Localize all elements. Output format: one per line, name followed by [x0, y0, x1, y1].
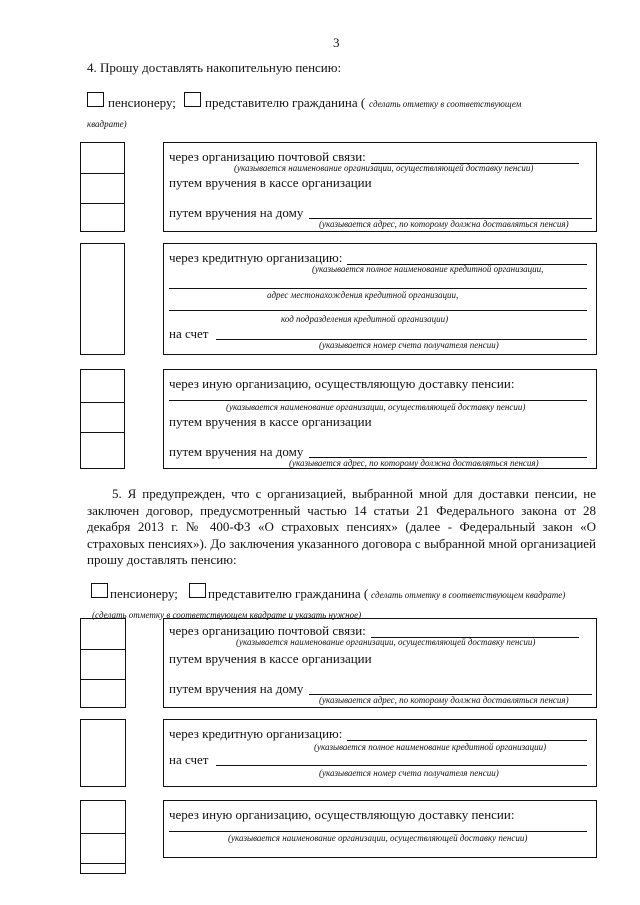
- credit-address-field[interactable]: [169, 288, 587, 289]
- s5-post-hint: (указывается наименование организации, осуществляющей доставку пенсии): [236, 637, 536, 647]
- s5-credit-option-panel: [163, 719, 597, 787]
- other-checkbox-column: [80, 369, 125, 469]
- other-hint: (указывается наименование организации, осуществляющей доставку пенсии): [226, 402, 526, 412]
- post-hint: (указывается наименование организации, осуществляющей доставку пенсии): [234, 163, 534, 173]
- credit-code-hint: код подразделения кредитной организации): [281, 314, 449, 324]
- s5-checkbox-note: сделать отметку в соответствующем квадрате): [371, 590, 566, 600]
- pensioner-label: пенсионеру;: [108, 95, 176, 110]
- s5-post-cash-option: путем вручения в кассе организации: [169, 651, 372, 666]
- post-option-panel: [163, 142, 597, 232]
- s5-other-label: через иную организацию, осуществляющую доставку пенсии:: [169, 807, 515, 822]
- other-option-panel: [163, 369, 597, 469]
- representative-label: представителю гражданина (: [205, 95, 366, 110]
- s5-post-option-panel: [163, 618, 597, 708]
- s5-credit-label: через кредитную организацию:: [169, 726, 343, 741]
- s5-credit-account-field[interactable]: [216, 765, 587, 766]
- post-cash-option: путем вручения в кассе организации: [169, 175, 372, 190]
- s5-credit-account-hint: (указывается номер счета получателя пенсии): [319, 768, 499, 778]
- checkbox-note-cont: квадрате): [87, 119, 127, 129]
- s5-other-hint: (указывается наименование организации, осуществляющей доставку пенсии): [228, 833, 528, 843]
- credit-code-field[interactable]: [169, 310, 587, 311]
- s5-checkbox-note-2: (сделать отметку в соответствующем квадрате и указать нужное): [92, 610, 362, 620]
- s5-representative-label: представителю гражданина (: [208, 586, 369, 601]
- section-4-heading: 4. Прошу доставлять накопительную пенсию:: [87, 60, 342, 75]
- credit-account-hint: (указывается номер счета получателя пенсии): [319, 340, 499, 350]
- post-home-option: путем вручения на дому: [169, 205, 304, 220]
- s5-representative-checkbox[interactable]: [189, 583, 206, 598]
- other-home-option: путем вручения на дому: [169, 444, 304, 459]
- s5-pensioner-checkbox[interactable]: [91, 583, 108, 598]
- s5-credit-account-label: на счет: [169, 752, 209, 767]
- post-label: через организацию почтовой связи:: [169, 149, 366, 164]
- credit-label: через кредитную организацию:: [169, 250, 343, 265]
- representative-checkbox[interactable]: [184, 92, 201, 107]
- credit-account-label: на счет: [169, 326, 209, 341]
- s5-post-checkbox-column: [80, 618, 126, 708]
- s5-credit-checkbox[interactable]: [80, 719, 126, 787]
- s5-pensioner-label: пенсионеру;: [110, 586, 178, 601]
- other-home-hint: (указывается адрес, по которому должна доставляться пенсия): [289, 458, 539, 468]
- page-number: 3: [333, 35, 340, 50]
- s5-post-home-option: путем вручения на дому: [169, 681, 304, 696]
- pensioner-checkbox[interactable]: [87, 92, 104, 107]
- s5-other-option-panel: [163, 800, 597, 858]
- s5-credit-hint: (указывается полное наименование кредитной организации): [314, 742, 547, 752]
- s5-other-checkbox-column: [80, 800, 126, 874]
- other-label: через иную организацию, осуществляющую доставку пенсии:: [169, 376, 515, 391]
- s5-post-home-hint: (указывается адрес, по которому должна доставляться пенсия): [319, 695, 569, 705]
- credit-option-panel: [163, 243, 597, 355]
- s5-other-org-field[interactable]: [169, 831, 587, 832]
- checkbox-note: сделать отметку в соответствующем: [369, 99, 522, 109]
- post-option-checkbox[interactable]: [80, 142, 125, 173]
- credit-hint: (указывается полное наименование кредитной организации,: [312, 264, 544, 274]
- s5-credit-name-field[interactable]: [347, 740, 587, 741]
- section-5-paragraph: 5. Я предупрежден, что с организацией, выбранной мной для доставки пенсии, не заключен договор, предусмотренный частью 14 статьи 21 Федерального закона от 28 декабря 2013 г. № 400-ФЗ «О страховых пенсиях» (далее - Федеральный закон «О страховых пенсиях»). До заключения указанного договора с выбранной мной организацией прошу доставлять пенсию:: [87, 486, 596, 567]
- post-home-hint: (указывается адрес, по которому должна доставляться пенсия): [319, 219, 569, 229]
- other-org-field[interactable]: [169, 400, 587, 401]
- credit-checkbox[interactable]: [80, 243, 125, 355]
- s5-post-label: через организацию почтовой связи:: [169, 623, 366, 638]
- other-cash-option: путем вручения в кассе организации: [169, 414, 372, 429]
- credit-address-hint: адрес местонахождения кредитной организации,: [267, 290, 459, 300]
